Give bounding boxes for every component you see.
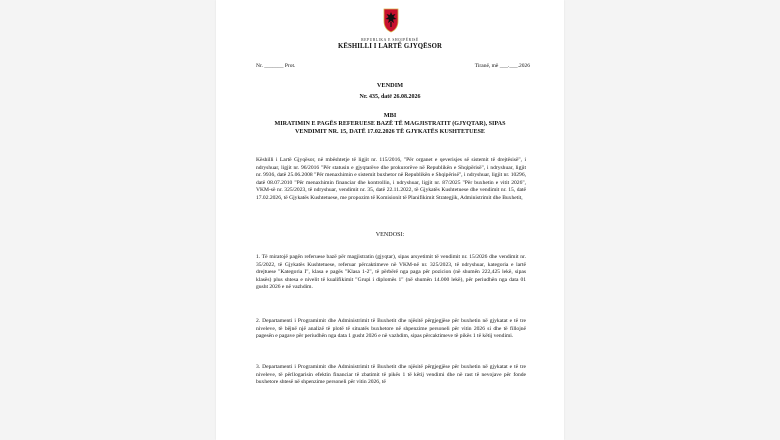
decision-title: VENDIM xyxy=(376,82,404,89)
place-date: Tiranë, më ___.___.2026 xyxy=(474,63,530,69)
decides-heading: VENDOSI: xyxy=(375,232,405,238)
republic-label: REPUBLIKA E SHQIPËRISË xyxy=(361,38,419,42)
decision-item-1: 1. Të miratojë pagën referuese bazë për magjistratin (gjyqtar), sipas arsyetimit të vendimit nr. 15/2026 dhe vendimit nr. 35/2022, të Gjykatës Kushtetuese, referuar përcaktimeve në VKM-në nr. 325/2023, të ndryshuar, kategoria e lartë drejtuese "Kategoria I", klasa e pagës "Klasa 1-2", të përbërë nga paga për pozicion (në shumën 222,425 lekë, sipas klasës) plus shtesa e nivelit të kualifikimit "Grupi i diplomës 1" (në shumën 14.000 lekë), për periudhën nga data 01 gusht 2026 e në vazhdim. xyxy=(256,254,526,291)
decision-item-2: 2. Departamenti i Programimit dhe Administrimit të Buxhetit dhe njësitë përgjegjëse për buxhetin në gjykatat e të tre niveleve, të bëjnë një analizë të plotë të situatës buxhetore në shpenzime personeli për vitin 2026 si dhe të fillojnë pagesën e pagave për periudhën nga data 1 gusht 2026 e në vazhdim, sipas përcaktimeve të pikës 1 të këtij vendimi. xyxy=(256,318,526,340)
decision-subject: MIRATIMIN E PAGËS REFERUESE BAZË TË MAGJISTRATIT (GJYQTAR), SIPAS VENDIMIT NR. 15, DATË 17.02.2026 TË GJYKATËS KUSHTETUESE xyxy=(274,121,506,136)
intro-paragraph: Këshilli i Lartë Gjyqësor, në mbështetje të ligjit nr. 115/2016, "Për organet e qeverisjes së sistemit të drejtësisë", i ndryshuar, ligjit nr. 96/2016 "Për statusin e gjyqtarëve dhe prokurorëve në Republikën e Shqipërisë", i ndryshuar, ligjit nr. 9936, datë 25.06.2008 "Për menaxhimin e sistemit buxhetor në Republikën e Shqipërisë", i ndryshuar, ligjit nr. 10296, datë 08.07.2010 "Për menaxhimin financiar dhe kontrollin, i ndryshuar, ligjit nr. 87/2025 "Për buxhetin e vitit 2026", VKM-së nr. 325/2023, të ndryshuar, vendimit nr. 35, datë 22.11.2022, të Gjykatës Kushtetuese dhe vendimit nr. 15, datë 17.02.2026, të Gjykatës Kushtetuese, me propozim të Komisionit të Planifikimit Strategjik, Administrimit dhe Buxhetit, xyxy=(256,157,526,201)
decision-item-3: 3. Departamenti i Programimit dhe Administrimit të Buxhetit dhe njësitë përgjegjëse për buxhetin në gjykatat e të tre niveleve, të përllogarisin efektin financiar të zbatimit të pikës 1 të këtij vendimi dhe në rast të nevojave për fonde buxhetore shtesë në shpenzime personeli për vitin 2026, të xyxy=(256,364,526,386)
decision-about: MBI xyxy=(383,112,397,119)
decision-number: Nr. 435, datë 26.08.2026 xyxy=(359,94,421,100)
council-name: KËSHILLI I LARTË GJYQËSOR xyxy=(337,43,443,50)
protocol-number: Nr. _______ Prot. xyxy=(256,63,296,69)
document-page xyxy=(216,0,564,440)
coat-of-arms-emblem xyxy=(381,7,401,33)
